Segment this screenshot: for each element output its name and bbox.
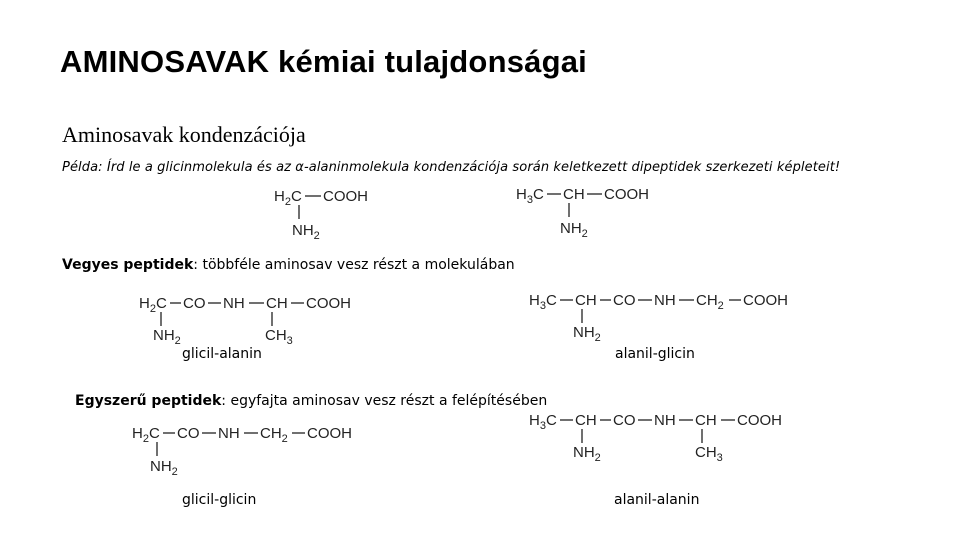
svg-text:NH: NH <box>654 292 676 309</box>
alanine-formula <box>514 183 654 238</box>
svg-text:H3C: $H_3C$ <box>529 412 557 432</box>
svg-text:COOH: COOH <box>737 412 782 429</box>
example-task: Példa: Írd le a glicinmolekula és az α-alaninmolekula kondenzációja során keletkezett dipeptidek szerkezeti képleteit! <box>62 160 841 175</box>
svg-text:COOH: COOH <box>307 425 352 442</box>
svg-text:CH: CH <box>575 292 597 309</box>
svg-text:CH3: $CH_3$ <box>695 444 723 464</box>
svg-text:CH: CH <box>695 412 717 429</box>
svg-text:CH: CH <box>266 295 288 312</box>
svg-text:NH2: $NH_2$ <box>150 458 178 478</box>
svg-text:CO: CO <box>183 295 206 312</box>
svg-text:NH: NH <box>218 425 240 442</box>
svg-text:COOH: COOH <box>306 295 351 312</box>
svg-text:CO: CO <box>613 292 636 309</box>
svg-text:CH: CH <box>563 186 585 203</box>
alanyl-alanine-formula <box>527 409 797 469</box>
svg-text:COOH: COOH <box>323 188 368 205</box>
caption-glycyl-alanine: glicil-alanin <box>182 346 262 362</box>
svg-text:COOH: COOH <box>743 292 788 309</box>
mixed-peptides-line <box>62 257 515 273</box>
svg-text:NH: NH <box>654 412 676 429</box>
svg-text:H3C: $H_3C$ <box>516 186 544 206</box>
svg-text:NH2: $NH_2$ <box>153 327 181 347</box>
glycyl-glycine-formula <box>130 422 370 477</box>
svg-text:NH2: $NH_2$ <box>573 324 601 344</box>
alanyl-glycine-formula <box>527 289 797 349</box>
svg-text:H2C: $H_2C$ <box>274 188 302 208</box>
svg-text:CO: CO <box>613 412 636 429</box>
section-subtitle: Aminosavak kondenzációja <box>62 122 306 147</box>
mixed-peptides-term: Vegyes peptidek <box>62 257 194 273</box>
svg-text:CH2: $CH_2$ <box>260 425 288 445</box>
simple-peptides-term: Egyszerű peptidek <box>75 393 222 409</box>
simple-peptides-line <box>75 393 547 409</box>
svg-text:COOH: COOH <box>604 186 649 203</box>
mixed-peptides-definition: : többféle aminosav vesz részt a molekulában <box>193 257 515 273</box>
svg-text:H3C: $H_3C$ <box>529 292 557 312</box>
simple-peptides-definition: : egyfajta aminosav vesz részt a felépítésében <box>221 393 548 409</box>
svg-text:NH2: $NH_2$ <box>292 222 320 242</box>
caption-alanyl-alanine: alanil-alanin <box>614 492 700 508</box>
glycine-formula <box>272 185 382 240</box>
svg-text:NH: NH <box>223 295 245 312</box>
svg-text:CH: CH <box>575 412 597 429</box>
svg-text:H2C: $H_2C$ <box>132 425 160 445</box>
caption-glycyl-glycine: glicil-glicin <box>182 492 257 508</box>
svg-text:CO: CO <box>177 425 200 442</box>
svg-text:CH3: $CH_3$ <box>265 327 293 347</box>
svg-text:NH2: $NH_2$ <box>560 220 588 240</box>
svg-text:NH2: $NH_2$ <box>573 444 601 464</box>
caption-alanyl-glycine: alanil-glicin <box>615 346 695 362</box>
svg-text:H2C: $H_2C$ <box>139 295 167 315</box>
glycyl-alanine-formula <box>137 292 377 352</box>
page-title: AMINOSAVAK kémiai tulajdonságai <box>60 44 587 79</box>
svg-text:CH2: $CH_2$ <box>696 292 724 312</box>
